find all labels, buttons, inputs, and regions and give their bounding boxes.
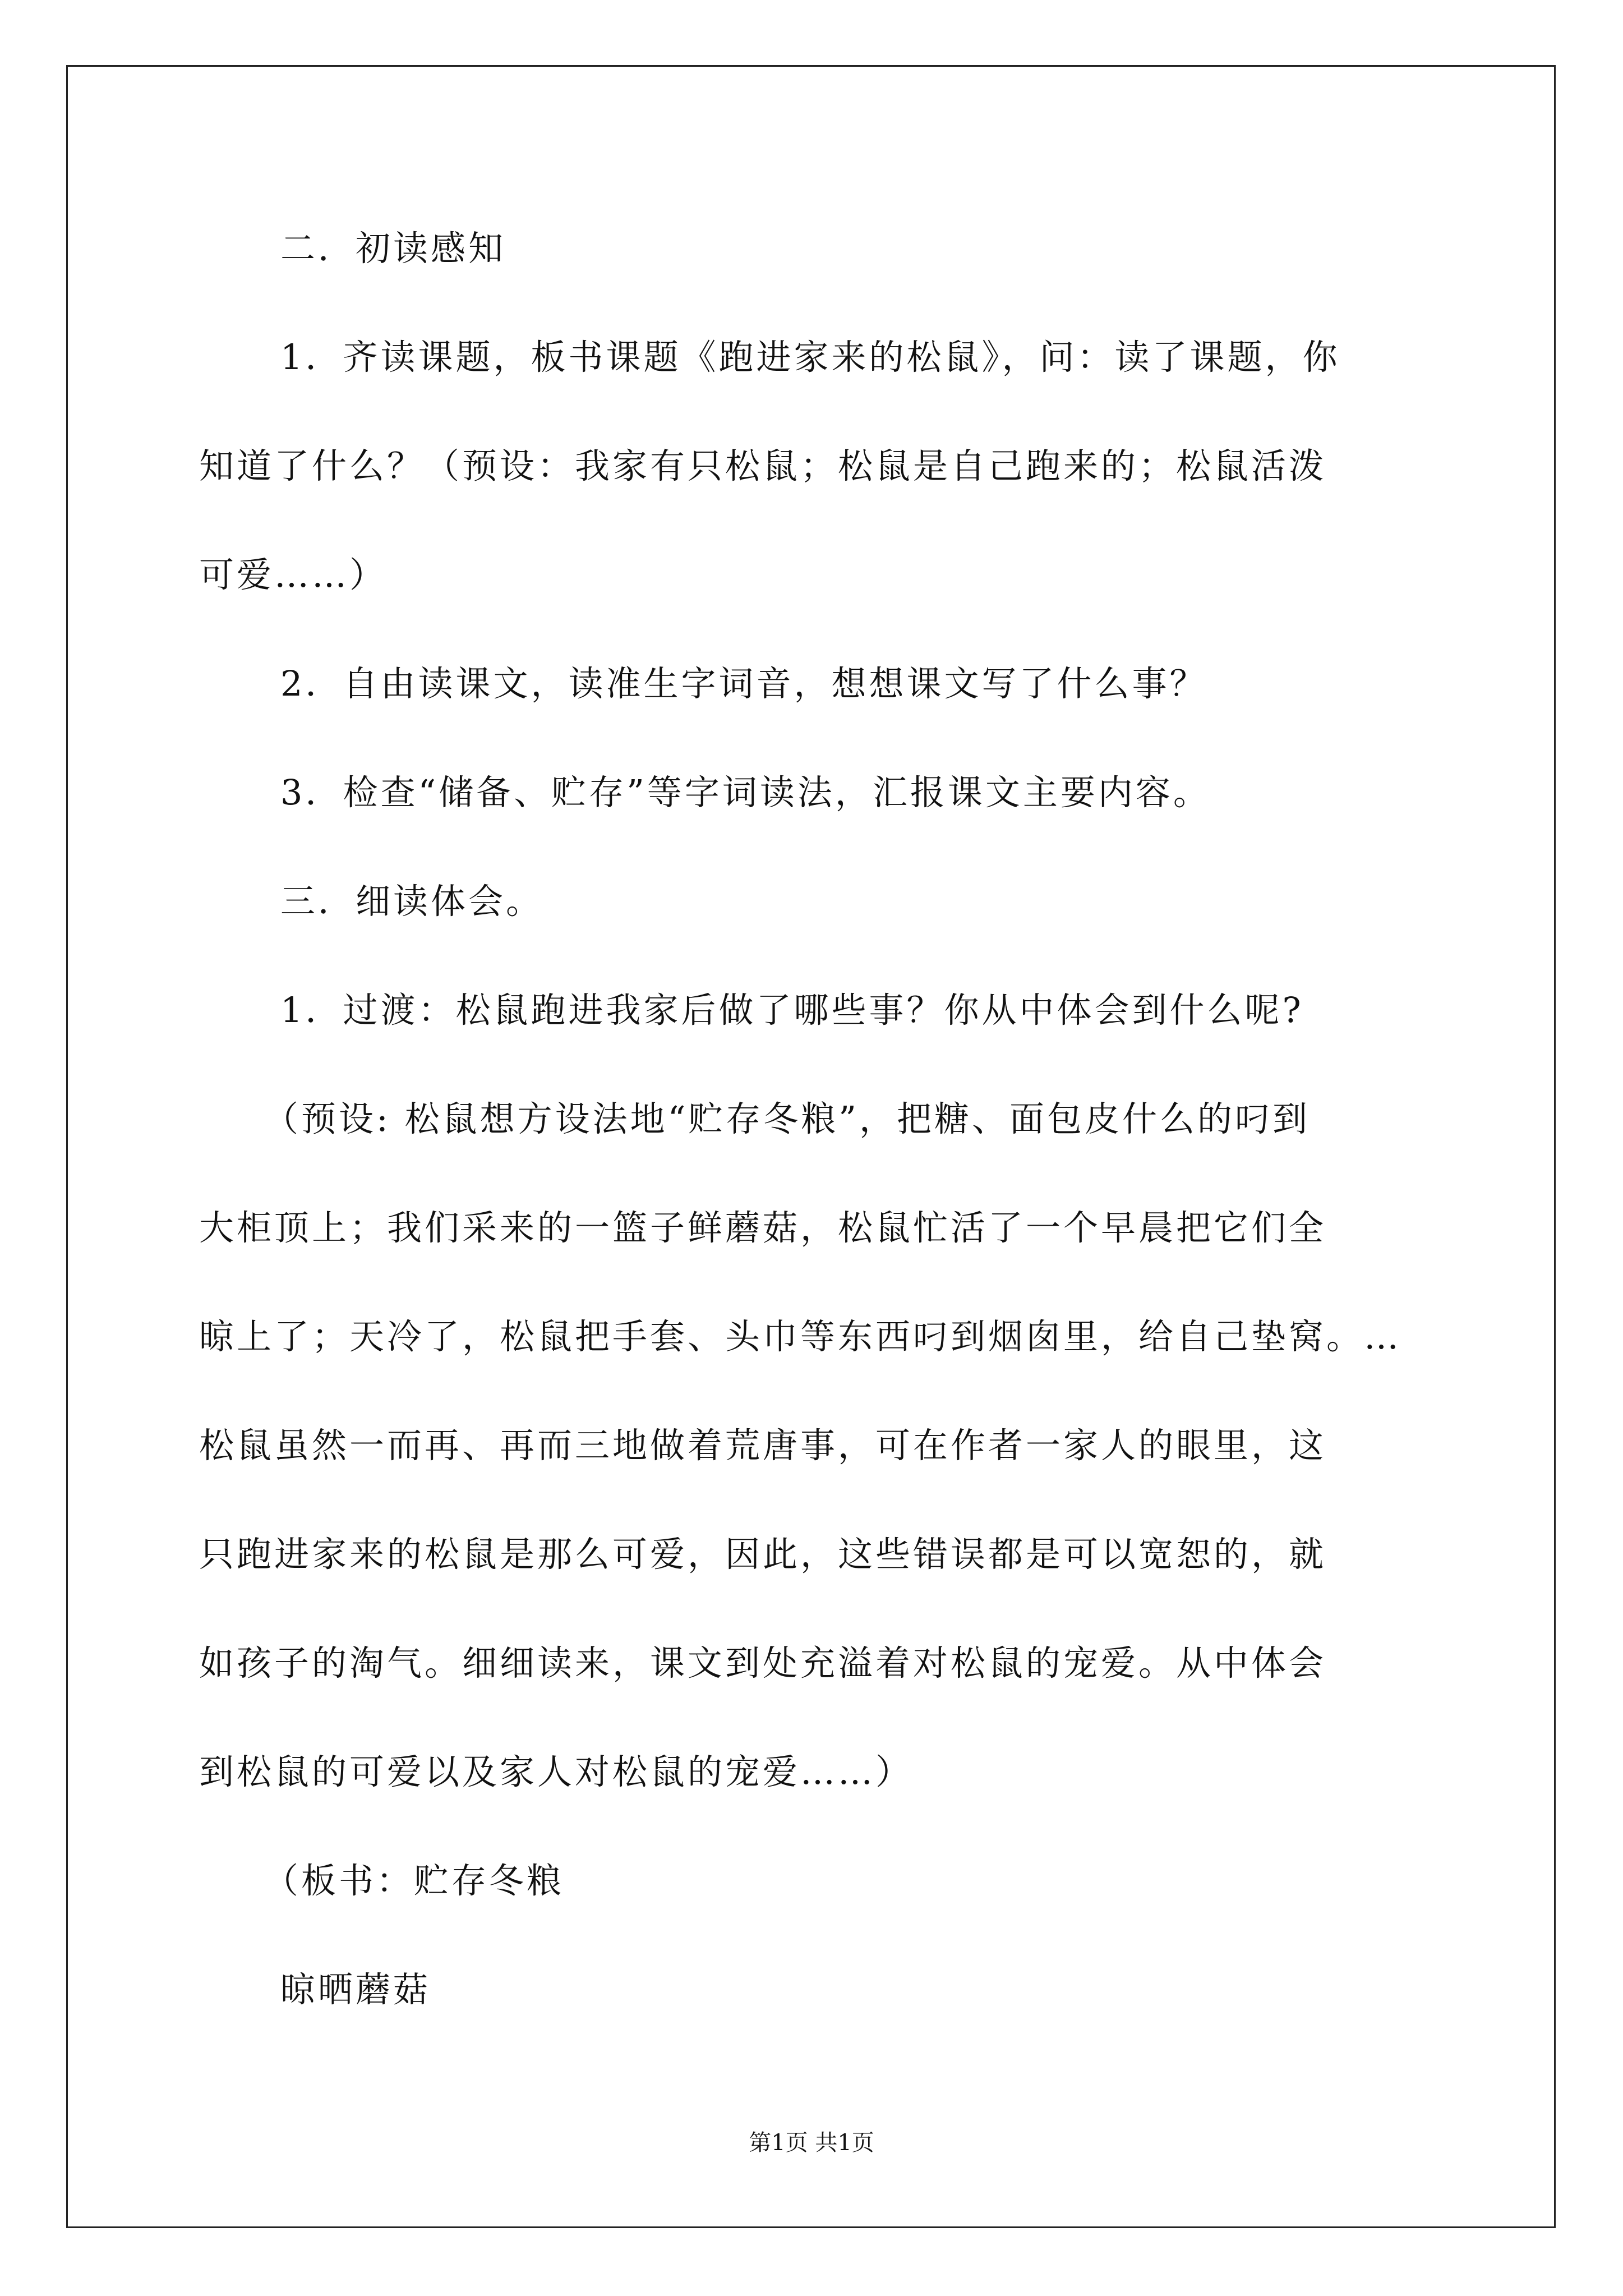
paragraph-line: 只跑进家来的松鼠是那么可爱，因此，这些错误都是可以宽恕的，就 <box>199 1534 1327 1575</box>
paragraph-line: 可爱……） <box>199 554 388 595</box>
paragraph-line: 1．齐读课题，板书课题《跑进家来的松鼠》，问：读了课题，你 <box>280 337 1340 378</box>
section-heading-close-reading: 三．细读体会。 <box>280 881 544 922</box>
blackboard-note: 晾晒蘑菇 <box>280 1969 431 2010</box>
paragraph-line: 3．检查“储备、贮存”等字词读法，汇报课文主要内容。 <box>280 772 1211 813</box>
paragraph-line: 晾上了；天冷了，松鼠把手套、头巾等东西叼到烟囱里，给自己垫窝。… <box>199 1316 1402 1357</box>
paragraph-line: （预设: 松鼠想方设法地“贮存冬粮”，把糖、面包皮什么的叼到 <box>264 1098 1310 1139</box>
blackboard-note: （板书：贮存冬粮 <box>264 1860 565 1901</box>
paragraph-line: 知道了什么？（预设：我家有只松鼠；松鼠是自己跑来的；松鼠活泼 <box>199 445 1327 486</box>
paragraph-line: 1．过渡：松鼠跑进我家后做了哪些事？你从中体会到什么呢? <box>280 990 1304 1030</box>
paragraph-line: 到松鼠的可爱以及家人对松鼠的宠爱……） <box>199 1751 914 1792</box>
paragraph-line: 松鼠虽然一而再、再而三地做着荒唐事，可在作者一家人的眼里，这 <box>199 1425 1327 1466</box>
section-heading-first-reading: 二．初读感知 <box>280 228 506 269</box>
paragraph-line: 如孩子的淘气。细细读来，课文到处充溢着对松鼠的宠爱。从中体会 <box>199 1642 1327 1683</box>
paragraph-line: 2．自由读课文，读准生字词音，想想课文写了什么事？ <box>280 663 1207 704</box>
paragraph-line: 大柜顶上；我们采来的一篮子鲜蘑菇，松鼠忙活了一个早晨把它们全 <box>199 1207 1327 1248</box>
page-footer: 第1页 共1页 <box>749 2130 874 2156</box>
page-border <box>66 65 1556 2228</box>
